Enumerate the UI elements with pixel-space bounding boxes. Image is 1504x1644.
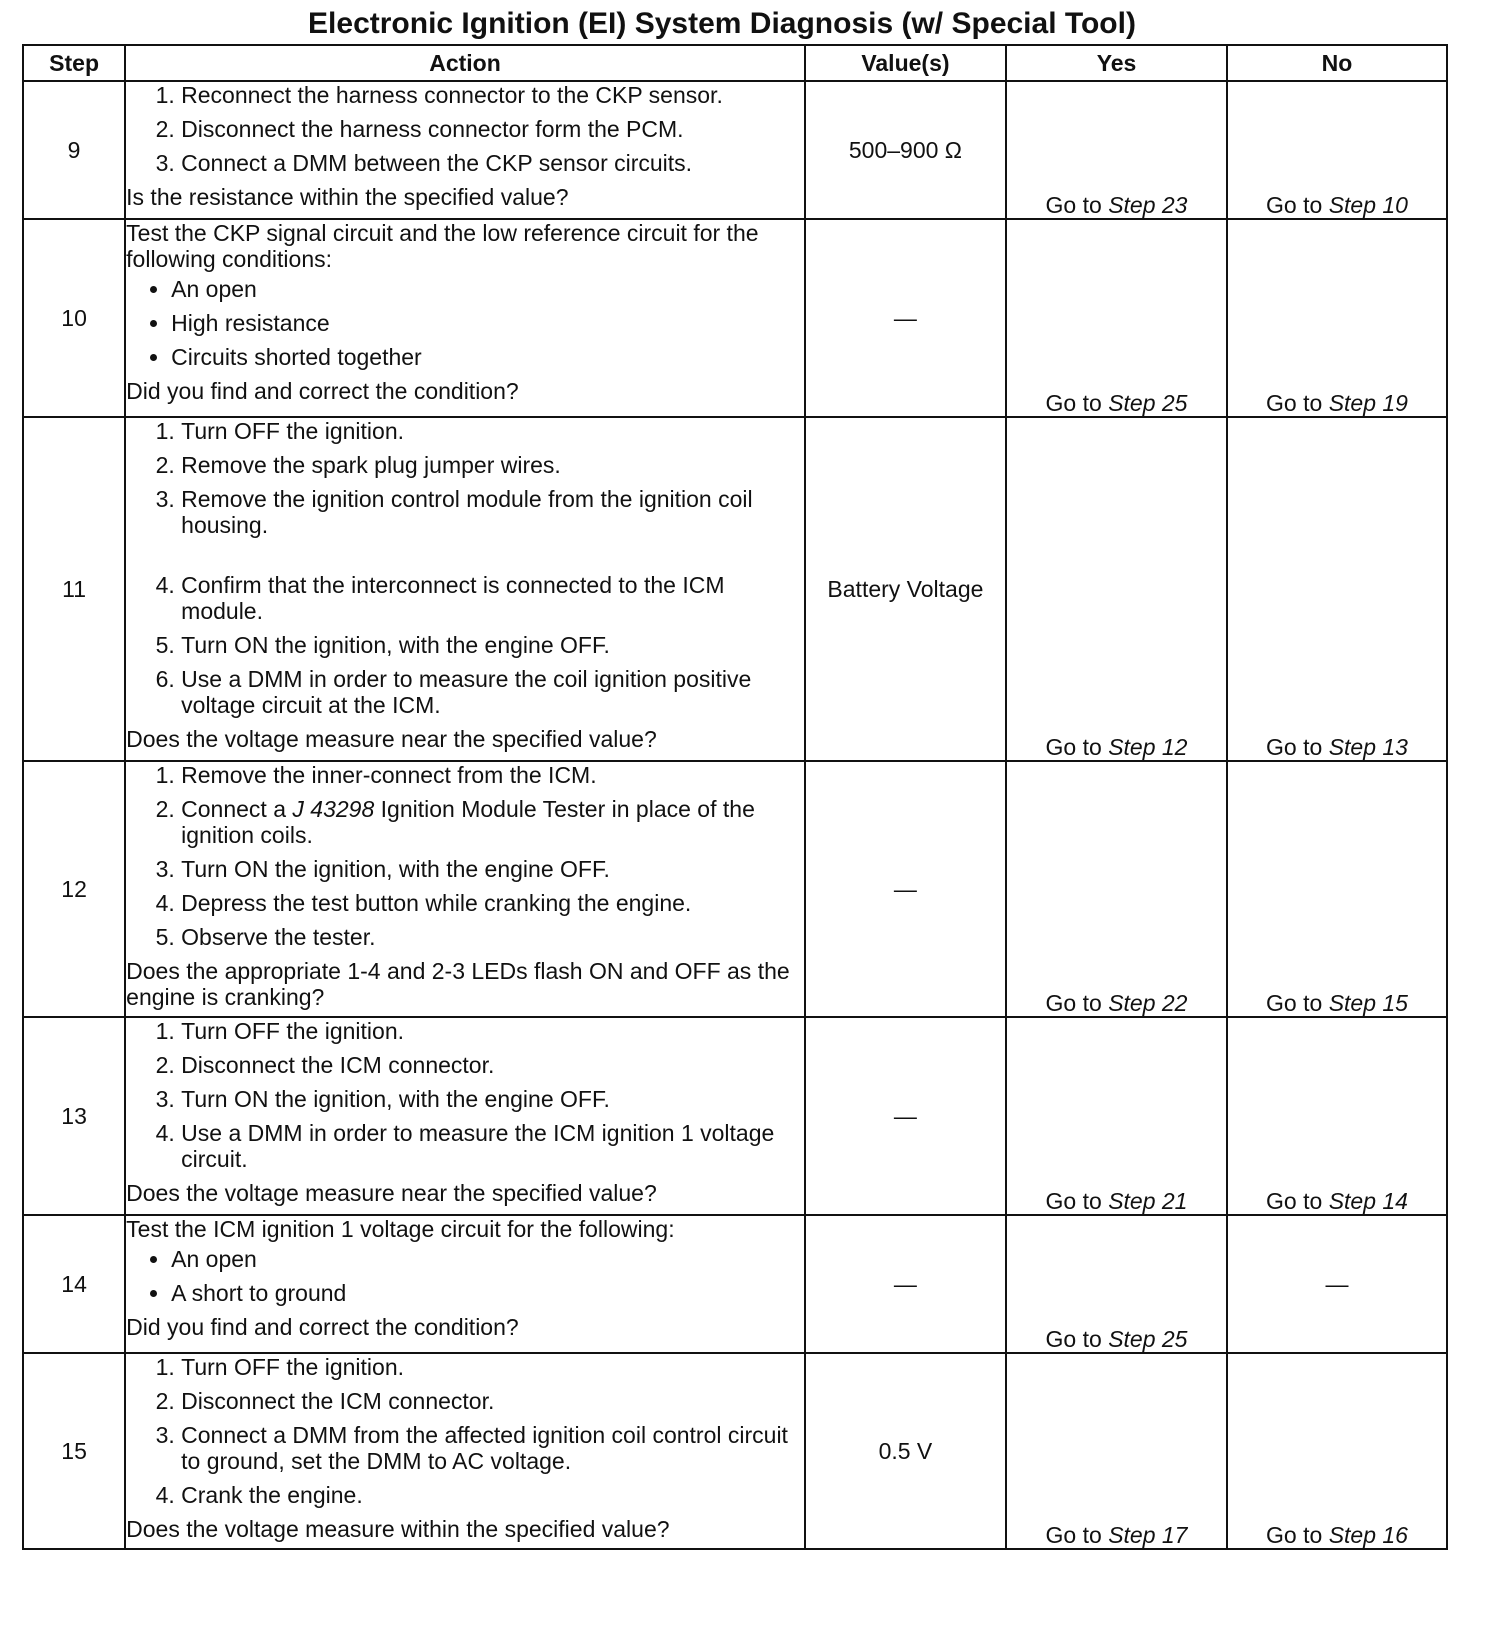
- header-yes: Yes: [1006, 45, 1227, 81]
- goto-step-link[interactable]: Step 10: [1328, 192, 1408, 218]
- action-item: 5. Turn ON the ignition, with the engine OFF.: [181, 632, 804, 658]
- goto-step-link[interactable]: Step 23: [1108, 192, 1188, 218]
- bullet-item: • An open: [171, 276, 804, 302]
- value-cell: 0.5 V: [805, 1353, 1006, 1549]
- action-item-text: Connect a: [181, 796, 287, 822]
- action-item: 4. Crank the engine.: [181, 1482, 804, 1508]
- goto-prefix: Go to: [1045, 390, 1102, 416]
- action-item: 3. Turn ON the ignition, with the engine OFF.: [181, 856, 804, 882]
- step-number: 9: [23, 81, 125, 219]
- action-item: 3. Turn ON the ignition, with the engine OFF.: [181, 1086, 804, 1112]
- bullet-item: • Circuits shorted together: [171, 344, 804, 370]
- goto-step-link[interactable]: Step 22: [1108, 990, 1188, 1016]
- action-item: 1. Turn OFF the ignition.: [181, 1354, 804, 1380]
- action-cell: [125, 219, 805, 417]
- step-number: 12: [23, 761, 125, 1017]
- yes-cell: [1006, 1017, 1227, 1215]
- action-item: 4. Depress the test button while cranking the engine.: [181, 890, 804, 916]
- step-number: 10: [23, 219, 125, 417]
- no-cell: [1227, 81, 1447, 219]
- step-number: 13: [23, 1017, 125, 1215]
- action-item: 3. Connect a DMM between the CKP sensor circuits.: [181, 150, 804, 176]
- yes-cell: [1006, 417, 1227, 761]
- no-cell: [1227, 417, 1447, 761]
- action-item: 2. Remove the spark plug jumper wires.: [181, 452, 804, 478]
- action-question: Did you find and correct the condition?: [126, 378, 519, 404]
- step-number: 15: [23, 1353, 125, 1549]
- header-row: [23, 45, 1447, 81]
- action-question: Does the voltage measure near the specified value?: [126, 1180, 657, 1206]
- value-cell: Battery Voltage: [805, 417, 1006, 761]
- goto-step-link[interactable]: Step 17: [1108, 1522, 1188, 1548]
- goto-step-link[interactable]: Step 25: [1108, 1326, 1188, 1352]
- goto-prefix: Go to: [1045, 734, 1102, 760]
- action-item: 2. Disconnect the harness connector form the PCM.: [181, 116, 804, 142]
- action-item: 1. Reconnect the harness connector to the CKP sensor.: [181, 82, 804, 108]
- no-cell: [1227, 1353, 1447, 1549]
- action-cell: [125, 81, 805, 219]
- action-question: Did you find and correct the condition?: [126, 1314, 519, 1340]
- action-steps: [126, 1018, 804, 1172]
- action-item: 1. Remove the inner-connect from the ICM.: [181, 762, 804, 788]
- action-question: Does the voltage measure within the specified value?: [126, 1516, 670, 1542]
- tool-number: J 43298: [292, 796, 375, 822]
- yes-cell: [1006, 1215, 1227, 1353]
- no-cell: [1227, 761, 1447, 1017]
- header-no: No: [1227, 45, 1447, 81]
- header-action: Action: [125, 45, 805, 81]
- yes-cell: [1006, 761, 1227, 1017]
- table-row: [23, 81, 1447, 219]
- yes-cell: [1006, 219, 1227, 417]
- header-step: Step: [23, 45, 125, 81]
- action-item: 4. Use a DMM in order to measure the ICM ignition 1 voltage circuit.: [181, 1120, 804, 1172]
- action-cell: [125, 1017, 805, 1215]
- goto-prefix: Go to: [1045, 1188, 1102, 1214]
- goto-prefix: Go to: [1266, 734, 1323, 760]
- action-steps: [126, 1354, 804, 1508]
- goto-prefix: Go to: [1266, 1188, 1323, 1214]
- action-steps: [126, 82, 804, 176]
- action-question: Does the appropriate 1-4 and 2-3 LEDs flash ON and OFF as the engine is cranking?: [126, 958, 790, 1010]
- action-item: 3. Remove the ignition control module from the ignition coil housing.: [181, 486, 804, 538]
- goto-prefix: Go to: [1045, 1522, 1102, 1548]
- table-row: [23, 219, 1447, 417]
- goto-prefix: Go to: [1266, 390, 1323, 416]
- value-cell: —: [805, 761, 1006, 1017]
- action-bullets: [126, 1246, 804, 1306]
- action-intro: Test the CKP signal circuit and the low reference circuit for the following conditions:: [126, 220, 759, 272]
- no-cell: [1227, 1017, 1447, 1215]
- goto-prefix: Go to: [1045, 1326, 1102, 1352]
- goto-step-link[interactable]: Step 12: [1108, 734, 1188, 760]
- yes-cell: [1006, 1353, 1227, 1549]
- goto-step-link[interactable]: Step 25: [1108, 390, 1188, 416]
- action-item: 2. Disconnect the ICM connector.: [181, 1388, 804, 1414]
- goto-step-link[interactable]: Step 15: [1328, 990, 1408, 1016]
- goto-prefix: Go to: [1266, 192, 1323, 218]
- bullet-item: • High resistance: [171, 310, 804, 336]
- action-item: 6. Use a DMM in order to measure the coil ignition positive voltage circuit at the ICM.: [181, 666, 804, 718]
- goto-step-link[interactable]: Step 14: [1328, 1188, 1408, 1214]
- action-item: 1. Turn OFF the ignition.: [181, 1018, 804, 1044]
- action-item: 2. Disconnect the ICM connector.: [181, 1052, 804, 1078]
- action-question: Is the resistance within the specified value?: [126, 184, 569, 210]
- no-cell: [1227, 219, 1447, 417]
- action-cell: [125, 417, 805, 761]
- yes-cell: [1006, 81, 1227, 219]
- goto-step-link[interactable]: Step 13: [1328, 734, 1408, 760]
- action-item: 3. Connect a DMM from the affected ignition coil control circuit to ground, set the DMM to AC voltage.: [181, 1422, 804, 1474]
- value-cell: 500–900 Ω: [805, 81, 1006, 219]
- goto-prefix: Go to: [1045, 192, 1102, 218]
- action-question: Does the voltage measure near the specified value?: [126, 726, 657, 752]
- value-cell: —: [805, 1017, 1006, 1215]
- value-cell: —: [805, 219, 1006, 417]
- value-cell: —: [805, 1215, 1006, 1353]
- goto-step-link[interactable]: Step 16: [1328, 1522, 1408, 1548]
- step-number: 11: [23, 417, 125, 761]
- no-cell: —: [1227, 1215, 1447, 1353]
- action-cell: [125, 761, 805, 1017]
- action-bullets: [126, 276, 804, 370]
- diagnosis-table: [22, 44, 1448, 1550]
- action-cell: [125, 1353, 805, 1549]
- goto-step-link[interactable]: Step 21: [1108, 1188, 1188, 1214]
- goto-prefix: Go to: [1045, 990, 1102, 1016]
- action-cell: [125, 1215, 805, 1353]
- action-item: 5. Observe the tester.: [181, 924, 804, 950]
- action-steps: [126, 418, 804, 718]
- action-item: 1. Turn OFF the ignition.: [181, 418, 804, 444]
- action-item: 4. Confirm that the interconnect is connected to the ICM module.: [181, 572, 804, 624]
- goto-prefix: Go to: [1266, 990, 1323, 1016]
- page-title: Electronic Ignition (EI) System Diagnosis (w/ Special Tool): [308, 7, 1136, 40]
- table-row: [23, 1017, 1447, 1215]
- step-number: 14: [23, 1215, 125, 1353]
- table-row: [23, 417, 1447, 761]
- table-row: [23, 1215, 1447, 1353]
- bullet-item: • A short to ground: [171, 1280, 804, 1306]
- header-values: Value(s): [805, 45, 1006, 81]
- bullet-item: • An open: [171, 1246, 804, 1272]
- table-row: [23, 1353, 1447, 1549]
- action-intro: Test the ICM ignition 1 voltage circuit for the following:: [126, 1216, 675, 1242]
- goto-prefix: Go to: [1266, 1522, 1323, 1548]
- table-row: [23, 761, 1447, 1017]
- action-steps: [126, 762, 804, 950]
- tool-description: Ignition Module Tester in place of the ignition coils.: [181, 796, 755, 848]
- goto-step-link[interactable]: Step 19: [1328, 390, 1408, 416]
- action-item: [181, 796, 804, 848]
